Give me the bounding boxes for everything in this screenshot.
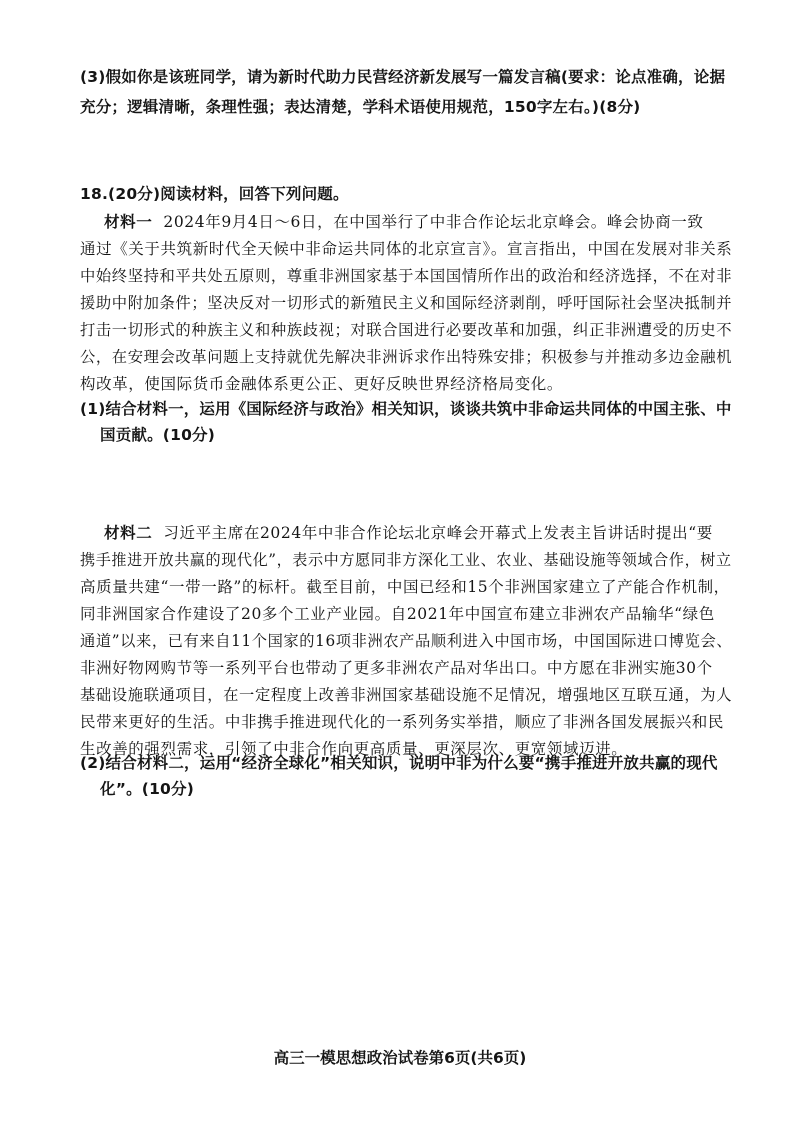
material-1-line-4: 援助中附加条件；坚决反对一切形式的新殖民主义和国际经济剥削，呼吁国际社会坚决抵制并	[80, 294, 733, 312]
q18-part2-line-2: 化”。(10分)	[100, 780, 195, 798]
material-1-text: 2024年9月4日～6日，在中国举行了中非合作论坛北京峰会。峰会协商一致	[163, 213, 704, 231]
question-18-heading: 18.(20分)阅读材料，回答下列问题。	[80, 185, 349, 203]
material-1-label: 材料一	[104, 213, 153, 231]
material-1-line-2: 通过《关于共筑新时代全天候中非命运共同体的北京宣言》。宣言指出，中国在发展对非关系	[80, 240, 733, 258]
q18-part2-line-1: (2)结合材料二，运用“经济全球化”相关知识，说明中非为什么要“携手推进开放共赢的现代	[80, 754, 718, 772]
material-2-line-5: 通道”以来，已有来自11个国家的16项非洲农产品顺利进入中国市场，中国国际进口博览会、	[80, 632, 733, 650]
material-2-label: 材料二	[104, 524, 153, 542]
material-2-line-2: 携手推进开放共赢的现代化”，表示中方愿同非方深化工业、农业、基础设施等领域合作，树立	[80, 551, 732, 569]
material-2-text: 习近平主席在2024年中非合作论坛北京峰会开幕式上发表主旨讲话时提出“要	[163, 524, 713, 542]
material-2-line-1	[104, 522, 713, 544]
material-1-line-5: 打击一切形式的种族主义和种族歧视；对联合国进行必要改革和加强，纠正非洲遭受的历史不	[80, 321, 733, 339]
page-footer: 高三一模思想政治试卷第6页(共6页)	[273, 1049, 527, 1067]
material-1-line-6: 公，在安理会改革问题上支持就优先解决非洲诉求作出特殊安排；积极参与并推动多边金融机	[80, 348, 733, 366]
q18-part1-line-1: (1)结合材料一，运用《国际经济与政治》相关知识，谈谈共筑中非命运共同体的中国主张、中	[80, 400, 732, 418]
material-1-line-7: 构改革，使国际货币金融体系更公正、更好反映世界经济格局变化。	[80, 375, 564, 393]
material-2-line-4: 同非洲国家合作建设了20多个工业产业园。自2021年中国宣布建立非洲农产品输华“绿色	[80, 605, 715, 623]
material-2-line-3: 高质量共建“一带一路”的标杆。截至目前，中国已经和15个非洲国家建立了产能合作机制，	[80, 578, 730, 596]
q17-part3-line-1: (3)假如你是该班同学，请为新时代助力民营经济新发展写一篇发言稿(要求：论点准确，论据	[80, 68, 726, 86]
material-1-line-1	[104, 211, 704, 233]
q17-part3-line-2: 充分；逻辑清晰，条理性强；表达清楚，学科术语使用规范，150字左右。)(8分)	[80, 98, 641, 116]
material-2-line-6: 非洲好物网购节等一系列平台也带动了更多非洲农产品对华出口。中方愿在非洲实施30个	[80, 659, 713, 677]
material-2-line-8: 民带来更好的生活。中非携手推进现代化的一系列务实举措，顺应了非洲各国发展振兴和民	[80, 713, 725, 731]
material-1-line-3: 中始终坚持和平共处五原则，尊重非洲国家基于本国国情所作出的政治和经济选择，不在对非	[80, 267, 733, 285]
material-2-line-9: 生改善的强烈需求，引领了中非合作向更高质量、更深层次、更宽领域迈进。	[80, 740, 628, 758]
material-2-line-7: 基础设施联通项目，在一定程度上改善非洲国家基础设施不足情况，增强地区互联互通，为人	[80, 686, 733, 704]
q18-part1-line-2: 国贡献。(10分)	[100, 426, 216, 444]
